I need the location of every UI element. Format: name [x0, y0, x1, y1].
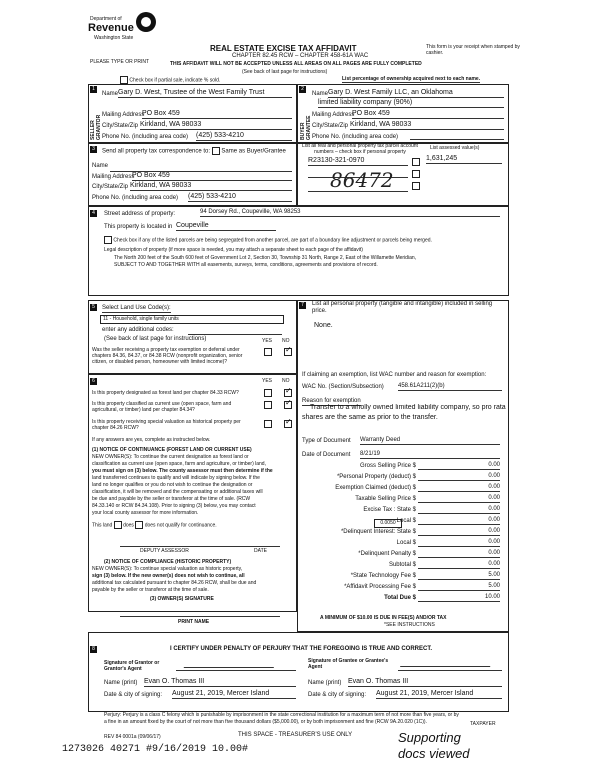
send-correspondence-label: Send all property tax correspondence to:	[102, 148, 211, 155]
logo-state: Washington State	[94, 35, 134, 41]
assessed-value[interactable]: 1,631,245	[426, 155, 502, 164]
parcel-adjustment-label: Check box if any of the listed parcels are being segregated from another parcel, are part of a boundary line adjustment or parcels being merged.	[113, 237, 432, 244]
notice1-line8: 84.33.140 or RCW 84.34.108). Prior to signing (3) below, you may contact	[92, 503, 256, 509]
corr-name-label: Name	[92, 163, 109, 169]
tax-line-value[interactable]: 0.00	[418, 462, 500, 470]
grantor-name[interactable]: Evan O. Thomas III	[144, 678, 296, 687]
land-does-label: This land	[92, 522, 113, 529]
buyer-city-label: City/State/Zip	[312, 123, 349, 129]
buyer-name-line1[interactable]: Gary D. West Family LLC, an Oklahoma	[328, 89, 504, 98]
tax-line-row	[300, 517, 504, 527]
seller-mailing[interactable]: PO Box 459	[142, 110, 292, 119]
designation-no: NO	[282, 378, 290, 384]
buyer-side-label: BUYER GRANTEE	[300, 115, 312, 140]
grantor-signature-scribble-icon	[184, 655, 279, 668]
assessed-header: List assessed value(s)	[430, 145, 480, 151]
buyer-phone-label: Phone No. (including area code)	[312, 134, 399, 140]
buyer-name-line2[interactable]: limited liability company (90%)	[318, 99, 504, 108]
street-label: Street address of property:	[104, 211, 176, 217]
tax-line-row	[300, 473, 504, 483]
partial-sale-label: Check box if partial sale, indicate % sold.	[129, 77, 221, 84]
tax-line-label: *State Technology Fee $	[350, 573, 416, 579]
tax-line-value[interactable]: 5.00	[418, 572, 500, 580]
notice1-line9: your local county assessor for more information.	[92, 510, 199, 516]
grantee-name-label: Name (print)	[308, 680, 342, 686]
same-as-buyer-label: Same as Buyer/Grantee	[221, 148, 286, 155]
taxpayer-label: TAXPAYER	[470, 721, 496, 727]
grantor-sig-label: Signature of Grantor or Grantor's Agent	[104, 660, 160, 672]
wac-label: WAC No. (Section/Subsection)	[302, 384, 384, 390]
corr-city[interactable]: Kirkland, WA 98033	[130, 182, 292, 191]
tax-line-label: *Delinquent Interest: State $	[340, 529, 416, 535]
please-type: PLEASE TYPE OR PRINT	[90, 59, 150, 65]
excise-rate-input[interactable]: 0.0050	[374, 519, 402, 528]
see-back-note: (See back of last page for instructions)	[242, 69, 328, 75]
tax-line-row	[300, 583, 504, 593]
additional-codes-label: enter any additional codes:	[102, 327, 174, 333]
tax-line-row	[300, 506, 504, 516]
notice1-line5: land no longer qualifies or you do not wish to continue the designation or	[92, 482, 253, 488]
supporting-docs-line1: Supporting	[398, 730, 461, 745]
form-warning: THIS AFFIDAVIT WILL NOT BE ACCEPTED UNLESS ALL AREAS ON ALL PAGES ARE FULLY COMPLETED	[170, 61, 422, 67]
tax-line-row	[300, 462, 504, 472]
forest-no-check-icon: ✓	[285, 386, 292, 395]
section-3-badge: 3	[90, 146, 97, 153]
see-instructions: *SEE INSTRUCTIONS	[384, 622, 435, 628]
tax-line-label: Local $	[396, 518, 416, 524]
tax-line-label: Local $	[396, 540, 416, 546]
forest-land-question: Is this property designated as forest land per chapter 84.33 RCW?	[92, 390, 239, 396]
revenue-logo	[88, 10, 158, 46]
parcel-number[interactable]: R23130-321-0970	[308, 157, 408, 166]
grantor-name-label: Name (print)	[104, 680, 138, 686]
tax-line-label: Taxable Selling Price $	[355, 496, 416, 502]
notice2-title: (2) NOTICE OF COMPLIANCE (HISTORIC PROPERTY)	[104, 559, 232, 565]
notice1-title: (1) NOTICE OF CONTINUANCE (FOREST LAND OR CURRENT USE)	[92, 447, 252, 453]
section-1-badge: 1	[90, 86, 97, 93]
doc-type[interactable]: Warranty Deed	[360, 436, 500, 445]
seller-side-label: SELLER GRANTOR	[90, 114, 102, 140]
certify-statement: I CERTIFY UNDER PENALTY OF PERJURY THAT THE FOREGOING IS TRUE AND CORRECT.	[170, 646, 433, 652]
forest-yes-checkbox[interactable]	[264, 389, 272, 397]
section-2-badge: 2	[299, 86, 306, 93]
tax-line-row	[300, 550, 504, 560]
treasurer-space: THIS SPACE - TREASURER'S USE ONLY	[238, 732, 353, 738]
tax-line-row	[300, 594, 504, 604]
corr-mailing[interactable]: PO Box 459	[132, 172, 292, 181]
notice1-line7: be due and payable by the seller or transferor at the time of sale. (RCW	[92, 496, 251, 502]
current-use-question: Is this property classified as current use (open space, farm and agricultural, or timber) land per chapter 84.34?	[92, 401, 232, 413]
historic-question: Is this property receiving special valuation as historical property per chapter 84.26 RCW?	[92, 419, 241, 431]
notice2-line3: additional tax calculated pursuant to chapter 84.26 RCW, shall be due and	[92, 580, 257, 586]
perjury-line-2: a fine in an amount fixed by the court of not more than five thousand dollars ($5,000.00), or by both imprisonment and fine (RCW 9A.20.020 (1C)).	[104, 719, 427, 725]
historic-yes-checkbox[interactable]	[264, 420, 272, 428]
doc-date-label: Date of Document	[302, 452, 351, 458]
wac-number[interactable]: 458.61A211(2)(b)	[398, 382, 502, 391]
if-any-yes: If any answers are yes, complete as instructed below.	[92, 437, 211, 443]
exemption-question: Was the seller receiving a property tax exemption or deferral under chapters 84.36, 84.37, or 84.38 RCW (nonprofit organization, senior citizen, or disabled person, homeowner with limited income)?	[92, 347, 243, 365]
notice1-line3: you must sign on (3) below. The county assessor must then determine if the	[92, 468, 273, 474]
section-4-badge: 4	[90, 210, 97, 217]
historic-no-check-icon: ✓	[285, 417, 292, 426]
tax-line-value[interactable]: 0.00	[418, 528, 500, 536]
certification-section	[88, 632, 509, 712]
corr-mailing-label: Mailing Address	[92, 174, 135, 180]
legal-line-1: The North 200 feet of the South 600 feet of Government Lot 2, Section 30, Township 31 North, Range 2, East of the Willamette Meridian,	[114, 255, 417, 261]
seller-mailing-label: Mailing Address	[102, 112, 145, 118]
tax-line-label: Total Due $	[384, 595, 416, 601]
grantee-signature-scribble-icon	[400, 656, 494, 667]
tax-line-label: *Delinquent Penalty $	[358, 551, 416, 557]
tax-line-label: Excise Tax : State $	[363, 507, 416, 513]
minimum-tax-note: A MINIMUM OF $10.00 IS DUE IN FEE(S) AND/OR TAX	[320, 615, 447, 621]
additional-codes-input[interactable]	[188, 333, 282, 335]
doc-type-label: Type of Document	[302, 438, 351, 444]
exemption-yes-checkbox[interactable]	[264, 348, 272, 356]
supporting-docs-line2: docs viewed	[398, 746, 470, 761]
section-8-badge: 8	[90, 646, 97, 653]
section-7-badge: 7	[299, 302, 306, 309]
tax-line-value[interactable]: 0.00	[418, 561, 500, 569]
grantee-name[interactable]: Evan O. Thomas III	[348, 678, 502, 687]
seller-name[interactable]: Gary D. West, Trustee of the West Family Trust	[118, 89, 292, 98]
buyer-mailing[interactable]: PO Box 459	[352, 110, 504, 119]
parcel-personal-checkbox-3[interactable]	[412, 182, 420, 190]
logo-name: Revenue	[88, 22, 134, 34]
tax-line-value[interactable]: 5.00	[418, 583, 500, 591]
tax-line-label: *Affidavit Processing Fee $	[344, 584, 416, 590]
perjury-line-1: Perjury: Perjury is a class C felony which is punishable by imprisonment in the state correctional institution for a maximum term of not more than five years, or by	[104, 712, 459, 718]
same-as-buyer-checkbox[interactable]	[212, 147, 220, 155]
tax-line-value[interactable]: 0.00	[418, 517, 500, 525]
parcel-adjustment-checkbox[interactable]	[104, 236, 112, 244]
notice2-line4: payable by the seller or transferor at the time of sale.	[92, 587, 209, 593]
tax-line-row	[300, 561, 504, 571]
land-use-no: NO	[282, 338, 290, 344]
seller-phone-label: Phone No. (including area code)	[102, 134, 189, 140]
handwritten-stamp: 86472	[330, 168, 394, 192]
grantor-date-label: Date & city of signing:	[104, 692, 163, 698]
grantor-date[interactable]: August 21, 2019, Mercer Island	[172, 690, 296, 699]
print-name-label: PRINT NAME	[178, 619, 210, 625]
reason-line-2[interactable]: shares are the same as prior to the transfer.	[302, 414, 438, 421]
seller-name-label: Name	[102, 91, 119, 97]
does-label: does	[123, 522, 134, 529]
logo-dept: Department of	[90, 16, 122, 22]
seller-city[interactable]: Kirkland, WA 98033	[140, 121, 292, 130]
print-name-line[interactable]	[120, 615, 280, 617]
seller-phone[interactable]: (425) 533-4210	[196, 132, 292, 141]
tax-line-value[interactable]: 0.00	[418, 484, 500, 492]
exemption-claim-label: If claiming an exemption, list WAC number and reason for exemption:	[302, 372, 487, 378]
doc-date[interactable]: 8/21/19	[360, 450, 500, 459]
ownership-note: List percentage of ownership acquired next to each name.	[342, 76, 481, 82]
tax-line-row	[300, 484, 504, 494]
buyer-phone[interactable]	[410, 138, 504, 140]
receipt-note: This form is your receipt when stamped by cashier.	[426, 44, 520, 56]
tax-line-value[interactable]: 0.00	[418, 550, 500, 558]
designation-yes: YES	[262, 378, 273, 384]
land-use-select[interactable]: 11 - Household, single family units	[100, 315, 284, 324]
notice1-line6: classification, it will be removed and the compensating or additional taxes will	[92, 489, 263, 495]
grantee-date[interactable]: August 21, 2019, Mercer Island	[376, 690, 502, 699]
tax-line-value[interactable]: 10.00	[418, 594, 500, 602]
land-use-see-back: (See back of last page for instructions)	[104, 336, 207, 342]
grantee-sig-label: Signature of Grantee or Grantee's Agent	[308, 658, 389, 670]
tax-line-value[interactable]: 0.00	[418, 539, 500, 547]
section-6-badge: 6	[90, 378, 97, 385]
legal-label: Legal description of property (if more space is needed, you may attach a separate sheet to each page of the affidavit)	[104, 247, 363, 253]
notice1-line2: classification as current use (open space, farm and agriculture, or timber) land,	[92, 461, 266, 467]
current-use-yes-checkbox[interactable]	[264, 401, 272, 409]
buyer-mailing-label: Mailing Address	[312, 112, 355, 118]
notice2-line2: sign (3) below. If the new owner(s) does not wish to continue, all	[92, 573, 245, 579]
land-use-yes: YES	[262, 338, 273, 344]
tax-line-value[interactable]: 0.00	[418, 506, 500, 514]
form-title: REAL ESTATE EXCISE TAX AFFIDAVIT	[210, 44, 357, 53]
buyer-city[interactable]: Kirkland, WA 98033	[350, 121, 504, 130]
exemption-no-check-icon: ✓	[285, 345, 292, 354]
does-checkbox[interactable]	[114, 521, 122, 529]
tax-line-row	[300, 539, 504, 549]
corr-city-label: City/State/Zip	[92, 184, 129, 190]
tax-line-value[interactable]: 0.00	[418, 495, 500, 503]
tax-line-row	[300, 495, 504, 505]
street-address[interactable]: 94 Dorsey Rd., Coupeville, WA 98253	[200, 208, 500, 217]
personal-property-value[interactable]: None.	[314, 322, 333, 329]
buyer-name-label: Name	[312, 91, 329, 97]
reason-label: Reason for exemption	[302, 398, 361, 404]
notice1-line4: land transferred continues to qualify and will indicate by signing below. If the	[92, 475, 260, 481]
parcel-header: List all real and personal property tax parcel account numbers – check box if personal property	[302, 143, 418, 155]
land-use-label: Select Land Use Code(s):	[102, 305, 171, 311]
deputy-assessor-label: DEPUTY ASSESSOR	[140, 548, 189, 554]
tax-line-value[interactable]: 0.00	[418, 473, 500, 481]
does-not-label: does not qualify for continuance.	[144, 522, 217, 529]
corr-phone-label: Phone No. (including area code)	[92, 195, 179, 201]
tax-line-label: Exemption Claimed (deduct) $	[335, 485, 416, 491]
located-in[interactable]: Coupeville	[176, 222, 276, 231]
legal-line-2: SUBJECT TO AND TOGETHER WITH all easements, surveys, terms, conditions, agreements and provisions of record.	[114, 262, 378, 268]
located-label: This property is located in	[104, 224, 173, 230]
treasurer-stamp: 1273026 40271 #9/16/2019 10.00#	[62, 744, 249, 755]
deputy-date-label: DATE	[254, 548, 267, 554]
grantee-date-label: Date & city of signing:	[308, 692, 367, 698]
parcel-personal-checkbox-1[interactable]	[412, 158, 420, 166]
tax-line-label: *Personal Property (deduct) $	[336, 474, 416, 480]
section-5-badge: 5	[90, 304, 97, 311]
does-not-checkbox[interactable]	[135, 521, 143, 529]
personal-property-label: List all personal property (tangible and intangible) included in selling price.	[312, 301, 493, 314]
corr-phone[interactable]: (425) 533-4210	[188, 193, 292, 202]
seller-city-label: City/State/Zip	[102, 123, 139, 129]
reason-line-1[interactable]: Transfer to a wholly owned limited liability company, so pro rata	[310, 404, 506, 411]
tax-line-label: Subtotal $	[388, 562, 416, 568]
owner-signature-label: (3) OWNER(S) SIGNATURE	[150, 596, 214, 602]
tax-line-label: Gross Selling Price $	[359, 463, 416, 469]
tax-line-row	[300, 528, 504, 538]
notice1-line1: NEW OWNER(S): To continue the current designation as forest land or	[92, 454, 249, 460]
form-subtitle: CHAPTER 82.45 RCW – CHAPTER 458-61A WAC	[232, 53, 369, 59]
current-use-no-check-icon: ✓	[285, 398, 292, 407]
parcel-personal-checkbox-2[interactable]	[412, 170, 420, 178]
partial-sale-checkbox[interactable]	[120, 76, 128, 84]
notice2-line1: NEW OWNER(S): To continue special valuation as historic property,	[92, 566, 243, 572]
tax-line-row	[300, 572, 504, 582]
form-revision: REV 84 0001a (09/06/17)	[104, 734, 161, 740]
deputy-assessor-line[interactable]	[120, 545, 280, 547]
